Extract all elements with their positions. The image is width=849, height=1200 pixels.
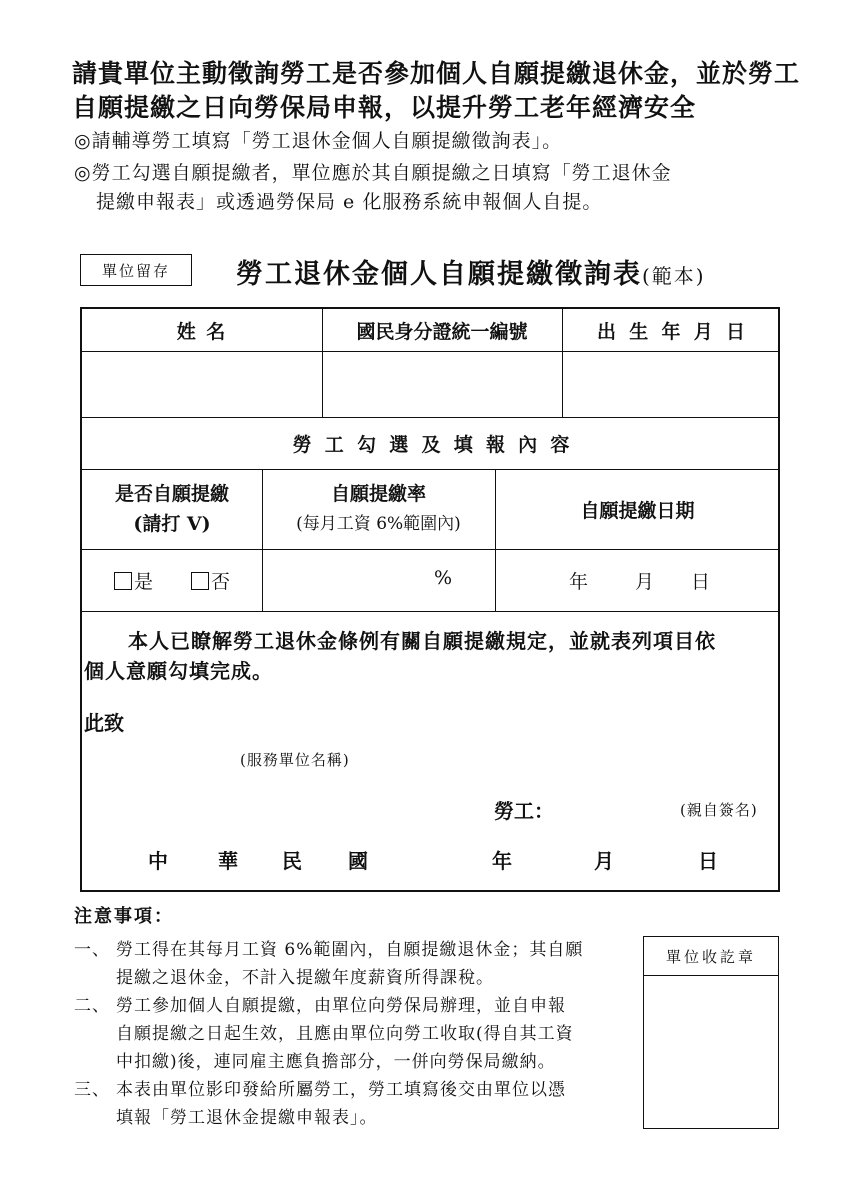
note-1-line1: 勞工得在其每月工資 6%範圍內，自願提繳退休金；其自願 bbox=[116, 940, 584, 960]
roc-char-2: 華 bbox=[218, 849, 238, 873]
q-contribute-line2: (請打 V) bbox=[133, 513, 211, 535]
col-name-header: 姓 名 bbox=[176, 320, 228, 343]
option-no-label: 否 bbox=[211, 570, 231, 593]
signature-hint: (親自簽名) bbox=[680, 801, 758, 819]
form-title-main: 勞工退休金個人自願提繳徵詢表 bbox=[236, 259, 642, 290]
q-rate-header bbox=[262, 469, 495, 549]
note-1-line2: 提繳之退休金，不計入提繳年度薪資所得課稅。 bbox=[116, 968, 494, 988]
birth-date-field[interactable] bbox=[564, 353, 778, 415]
q-date-header: 自願提繳日期 bbox=[580, 499, 695, 522]
date-day-label: 日 bbox=[691, 571, 711, 593]
roc-char-4: 國 bbox=[348, 849, 368, 873]
unit-name-hint: (服務單位名稱) bbox=[240, 751, 350, 769]
receipt-seal-box bbox=[643, 936, 779, 1129]
note-item-1 bbox=[74, 936, 644, 992]
worker-signature-field[interactable] bbox=[564, 791, 674, 819]
consultation-form bbox=[80, 307, 780, 892]
roc-char-1: 中 bbox=[148, 849, 168, 873]
intro-bullet2-line1: ◎勞工勾選自願提繳者，單位應於其自願提繳之日填寫「勞工退休金 bbox=[74, 162, 672, 184]
intro-heading-line1: 請貴單位主動徵詢勞工是否參加個人自願提繳退休金，並於勞工 bbox=[72, 59, 801, 88]
q-rate-line1: 自願提繳率 bbox=[330, 483, 426, 505]
percent-sign: % bbox=[434, 567, 453, 589]
note-item-3 bbox=[74, 1076, 644, 1132]
sign-year-label: 年 bbox=[492, 849, 512, 873]
checkbox-yes[interactable] bbox=[114, 572, 132, 590]
contribute-choice bbox=[82, 549, 262, 611]
option-yes-label: 是 bbox=[133, 570, 153, 593]
q-contribute-line1: 是否自願提繳 bbox=[114, 483, 229, 505]
id-number-field[interactable] bbox=[324, 353, 560, 415]
note-3-num: 三、 bbox=[74, 1080, 110, 1100]
note-3-line1: 本表由單位影印發給所屬勞工，勞工填寫後交由單位以憑 bbox=[116, 1080, 566, 1100]
sign-day-label: 日 bbox=[698, 849, 718, 873]
rate-field[interactable] bbox=[262, 549, 495, 611]
unit-retain-label: 單位留存 bbox=[80, 254, 192, 286]
name-field[interactable] bbox=[82, 353, 320, 415]
option-yes[interactable] bbox=[114, 567, 153, 594]
date-year-label: 年 bbox=[569, 571, 589, 593]
note-1-num: 一、 bbox=[74, 940, 110, 960]
intro-heading-line2: 自願提繳之日向勞保局申報，以提升勞工老年經濟安全 bbox=[72, 93, 697, 122]
worker-label: 勞工： bbox=[494, 799, 554, 823]
salutation: 此致 bbox=[84, 711, 124, 735]
intro-bullet2-line2: 提繳申報表」或透過勞保局 e 化服務系統申報個人自提。 bbox=[96, 191, 603, 213]
option-no[interactable] bbox=[191, 567, 230, 594]
col-id-header: 國民身分證統一編號 bbox=[356, 320, 528, 343]
statement-line1: 本人已瞭解勞工退休金條例有關自願提繳規定，並就表列項目依 bbox=[128, 629, 716, 653]
note-3-line2: 填報「勞工退休金提繳申報表」。 bbox=[116, 1108, 378, 1128]
contribution-date-field[interactable] bbox=[495, 549, 780, 611]
section-title: 勞 工 勾 選 及 填 報 內 容 bbox=[292, 433, 570, 456]
seal-stamp-area[interactable] bbox=[644, 977, 778, 1127]
notes-title: 注意事項： bbox=[74, 906, 174, 927]
form-title bbox=[236, 252, 706, 291]
intro-bullet1: ◎請輔導勞工填寫「勞工退休金個人自願提繳徵詢表」。 bbox=[74, 130, 563, 152]
col-birth-header: 出 生 年 月 日 bbox=[597, 320, 745, 343]
checkbox-no[interactable] bbox=[191, 572, 209, 590]
roc-char-3: 民 bbox=[282, 849, 302, 873]
form-title-sub: (範本) bbox=[642, 264, 706, 288]
note-2-num: 二、 bbox=[74, 996, 110, 1016]
note-2-line3: 中扣繳)後，連同雇主應負擔部分，一併向勞保局繳納。 bbox=[116, 1052, 556, 1072]
note-2-line2: 自願提繳之日起生效，且應由單位向勞工收取(得自其工資 bbox=[116, 1024, 574, 1044]
q-contribute-header bbox=[82, 469, 262, 549]
q-rate-line2: (每月工資 6%範圍內) bbox=[296, 514, 461, 534]
seal-box-label: 單位收訖章 bbox=[644, 937, 778, 976]
statement-line2: 個人意願勾填完成。 bbox=[84, 659, 273, 683]
note-item-2 bbox=[74, 992, 644, 1076]
sign-month-label: 月 bbox=[594, 849, 614, 873]
date-month-label: 月 bbox=[635, 571, 655, 593]
note-2-line1: 勞工參加個人自願提繳，由單位向勞保局辦理，並自申報 bbox=[116, 996, 566, 1016]
